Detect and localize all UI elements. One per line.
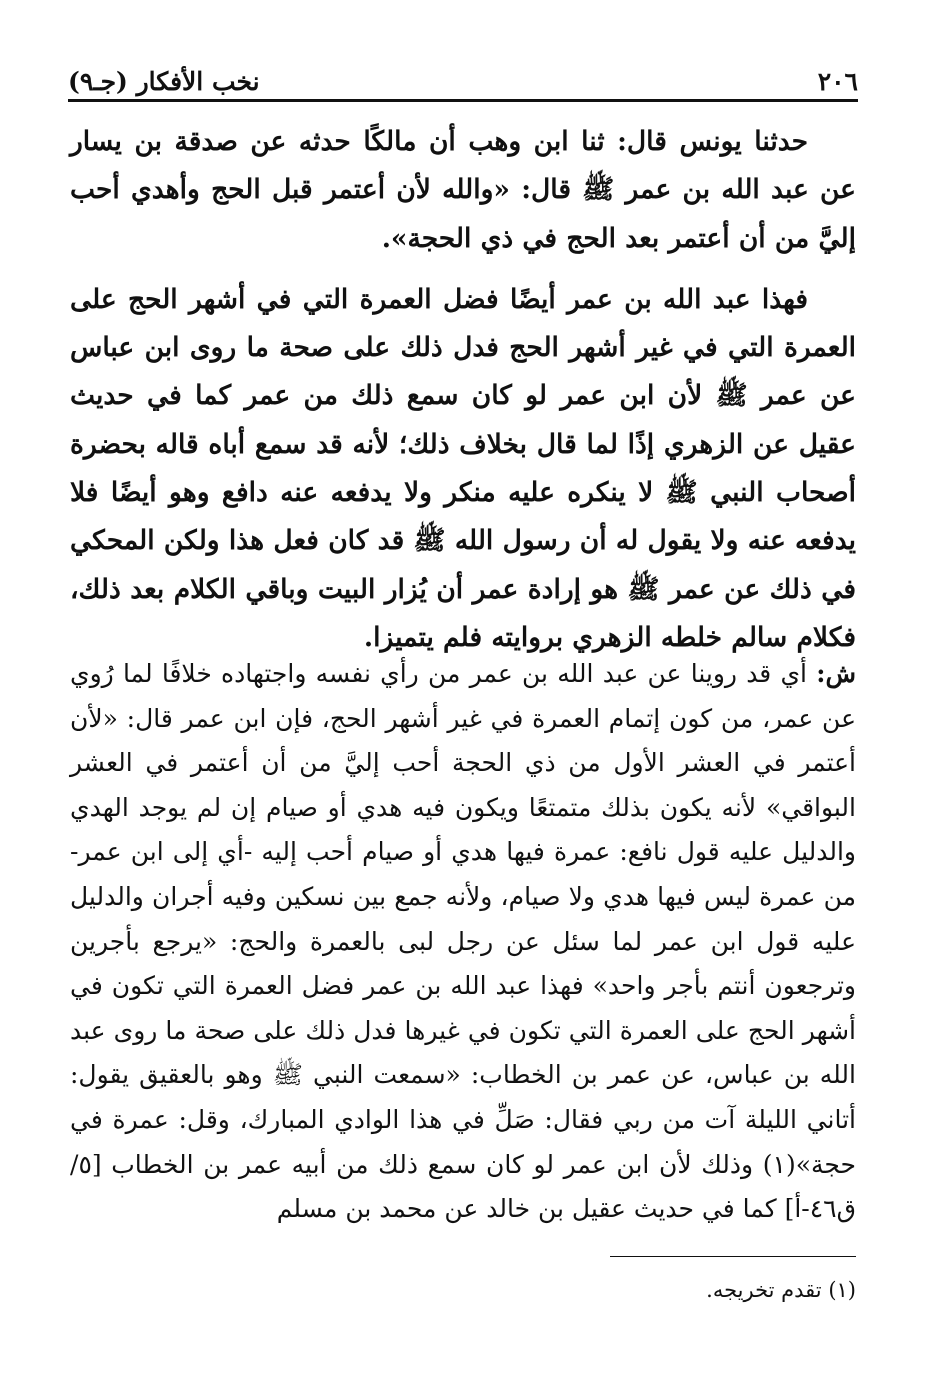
- paragraph-2: فهذا عبد الله بن عمر أيضًا فضل العمرة التي في أشهر الحج على العمرة التي في غير أشهر الحج فدل ذلك على صحة ما روى ابن عباس عن عمر ﷺ لأن ابن عمر لو كان سمع ذلك من عمر كما في حديث عقيل عن الزهري إذًا لما قال بخلاف ذلك؛ لأنه قد سمع أباه قاله بحضرة أصحاب النبي ﷺ لا ينكره عليه منكر ولا يدفعه عنه دافع وهو أيضًا فلا يدفعه عنه ولا يقول له أن رسول الله ﷺ قد كان فعل هذا ولكن المحكي في ذلك عن عمر ﷺ هو إرادة عمر أن يُزار البيت وباقي الكلام بعد ذلك، فكلام سالم خلطه الزهري بروايته فلم يتميزا.: [70, 283, 856, 653]
- commentary-text: أي قد روينا عن عبد الله بن عمر من رأي نفسه واجتهاده خلافًا لما رُوي عن عمر، من كون إتمام العمرة في غير أشهر الحج، فإن ابن عمر قال: «لأن أعتمر في العشر الأول من ذي الحجة أحب إليَّ من أن أعتمر في العشر البواقي» لأنه يكون بذلك متمتعًا ويكون فيه هدي أو صيام إن لم يوجد الهدي والدليل عليه قول نافع: عمرة فيها هدي أو صيام أحب إليه -أي إلى ابن عمر- من عمرة ليس فيها هدي ولا صيام، ولأنه جمع بين نسكين وفيه أجران والدليل عليه قول ابن عمر لما سئل عن رجل لبى بالعمرة والحج: «يرجع بأجرين وترجعون أنتم بأجر واحد» فهذا عبد الله بن عمر فضل العمرة التي تكون في أشهر الحج على العمرة التي تكون في غيرها فدل ذلك على صحة ما روى عبد الله بن عباس، عن عمر بن الخطاب: «سمعت النبي ﷺ وهو بالعقيق يقول: أتاني الليلة آت من ربي فقال: صَلِّ في هذا الوادي المبارك، وقل: عمرة في حجة»(١) وذلك لأن ابن عمر لو كان سمع ذلك من أبيه عمر بن الخطاب [٥/ ق٤٦-أ] كما في حديث عقيل بن خالد عن محمد بن مسلم: [70, 659, 857, 1224]
- header-rule: [68, 99, 858, 102]
- commentary: [70, 652, 856, 1232]
- page-header: [68, 56, 858, 96]
- commentary-label: ش:: [816, 659, 856, 688]
- main-text: [70, 118, 856, 675]
- page-number: ٢٠٦: [817, 67, 858, 96]
- paragraph-1: حدثنا يونس قال: ثنا ابن وهب أن مالكًا حدثه عن صدقة بن يسار عن عبد الله بن عمر ﷺ قال: «والله لأن أعتمر قبل الحج وأهدي أحب إليَّ من أن أعتمر بعد الحج في ذي الحجة».: [70, 126, 856, 254]
- commentary-paragraph: [70, 652, 856, 1232]
- book-title: نخب الأفكار (جـ٩): [68, 67, 260, 96]
- footnote: (١) تقدم تخريجه.: [706, 1278, 856, 1302]
- footnote-rule: [610, 1256, 856, 1257]
